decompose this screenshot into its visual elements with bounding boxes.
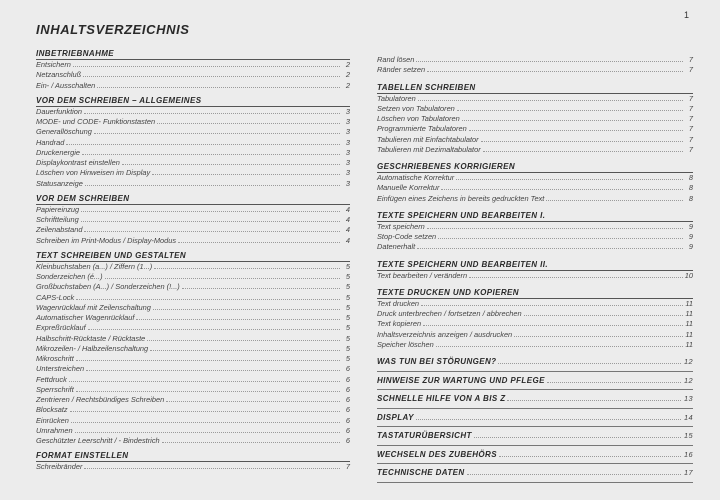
toc-section (377, 211, 693, 253)
dot-leader (157, 117, 340, 124)
dot-leader (153, 303, 340, 310)
toc-entry (36, 375, 350, 385)
toc-entry-page: 6 (345, 374, 350, 384)
dot-leader (436, 340, 683, 347)
toc-headline-entry (377, 390, 693, 409)
dot-leader (81, 205, 340, 212)
toc-entry-page: 7 (688, 134, 693, 144)
toc-entry-page: 9 (688, 242, 693, 252)
dot-leader (467, 468, 681, 475)
toc-entry-page: 3 (345, 168, 350, 178)
dot-leader (182, 282, 340, 289)
toc-entry-label: CAPS-Lock (36, 292, 75, 302)
toc-entry-label: Blocksatz (36, 405, 68, 415)
toc-entry (377, 124, 693, 134)
dot-leader (416, 55, 683, 62)
toc-entry-page: 4 (345, 225, 350, 235)
toc-entry-page: 11 (685, 309, 693, 318)
toc-entry-label: Tabulieren mit Dezimaltabulator (377, 144, 481, 154)
dot-leader (84, 462, 340, 469)
dot-leader (481, 135, 683, 142)
toc-entry-page: 3 (345, 178, 350, 188)
toc-entry-label: Generallöschung (36, 127, 92, 137)
dot-leader (498, 357, 681, 364)
toc-entry (36, 225, 350, 235)
dot-leader (507, 394, 681, 401)
page-number: 1 (684, 10, 690, 20)
dot-leader (427, 65, 683, 72)
toc-entry-label: Druckenergie (36, 147, 80, 157)
toc-headline-entry (377, 446, 693, 465)
dot-leader (82, 148, 340, 155)
toc-entry (36, 117, 350, 127)
toc-entry-label: Druck unterbrechen / fortsetzen / abbrechen (377, 309, 522, 318)
toc-entry (36, 168, 350, 178)
toc-entry-label: Sonderzeichen (é...) (36, 272, 103, 281)
toc-entry-page: 11 (685, 339, 693, 349)
toc-entry-page: 7 (688, 93, 693, 103)
toc-entry-page: 5 (345, 272, 350, 281)
dot-leader (456, 173, 683, 180)
toc-entry-page: 11 (685, 298, 693, 308)
toc-entry-page: 4 (345, 204, 350, 214)
section-heading: GESCHRIEBENES KORRIGIEREN (377, 162, 693, 173)
toc-entry-label: Expreßrücklauf (36, 323, 86, 333)
dot-leader (483, 145, 683, 152)
toc-entry-label: Setzen von Tabulatoren (377, 103, 455, 113)
toc-entry-label: Rand lösen (377, 55, 415, 64)
toc-entry-label: Löschen von Hinweisen im Display (36, 168, 151, 178)
toc-section (36, 96, 350, 189)
dot-leader (416, 413, 681, 420)
toc-entry-page: 7 (688, 65, 693, 75)
toc-entry (36, 282, 350, 292)
toc-section (36, 194, 350, 246)
toc-section (377, 260, 693, 281)
toc-entry-page: 5 (345, 313, 350, 322)
toc-section (377, 288, 693, 350)
toc-entry (36, 344, 350, 354)
dot-leader (105, 272, 340, 279)
toc-entry-page: 3 (345, 137, 350, 147)
toc-entry-label: Halbschritt-Rücktaste / Rücktaste (36, 333, 146, 343)
toc-section (377, 83, 693, 156)
toc-entry-page: 4 (345, 235, 350, 245)
dot-leader (70, 405, 340, 412)
dot-leader (86, 364, 340, 371)
toc-entry-label: Zentrieren / Rechtsbündiges Schreiben (36, 395, 165, 404)
toc-entry (36, 405, 350, 415)
toc-entry-page: 5 (345, 343, 350, 353)
toc-headline-page: 16 (683, 449, 693, 459)
dot-leader (438, 232, 683, 239)
toc-entry-page: 5 (345, 261, 350, 271)
toc-entry-page: 10 (684, 270, 693, 280)
section-heading: TABELLEN SCHREIBEN (377, 83, 693, 94)
toc-entry-label: Text kopieren (377, 319, 422, 329)
section-heading: TEXT SCHREIBEN UND GESTALTEN (36, 251, 350, 262)
toc-entry (377, 104, 693, 114)
dot-leader (69, 375, 340, 382)
toc-continuation (377, 55, 693, 76)
toc-entry-label: Tabulieren mit Einfachtabulator (377, 134, 479, 144)
toc-entry-label: Umrahmen (36, 425, 73, 435)
toc-entry-page: 5 (345, 302, 350, 312)
toc-entry (36, 364, 350, 374)
toc-entry (377, 309, 693, 319)
toc-entry-label: Mikroschritt (36, 354, 74, 363)
toc-entry-page: 5 (345, 323, 350, 333)
toc-entry-page: 7 (688, 124, 693, 134)
toc-entry-label: Kleinbuchstaben (a...) / Ziffern (1...) (36, 261, 153, 271)
toc-entry-page: 3 (345, 127, 350, 137)
section-heading: FORMAT EINSTELLEN (36, 451, 350, 462)
dot-leader (94, 127, 340, 134)
toc-entry-page: 3 (345, 117, 350, 126)
toc-entry-label: Text speichern (377, 221, 425, 231)
dot-leader (76, 354, 340, 361)
toc-entry (36, 148, 350, 158)
toc-entry-label: Geschützter Leerschritt / - Bindestrich (36, 436, 160, 445)
toc-entry-label: Ein- / Ausschalten (36, 80, 96, 90)
toc-entry-label: Schreibränder (36, 462, 83, 472)
toc-entry (36, 272, 350, 282)
toc-entry (36, 313, 350, 323)
headline-entries (377, 353, 693, 483)
toc-entry-page: 6 (345, 425, 350, 435)
toc-entry (36, 334, 350, 344)
dot-leader (122, 158, 340, 165)
dot-leader (85, 179, 340, 186)
toc-entry-page: 8 (688, 183, 693, 193)
toc-entry (36, 303, 350, 313)
dot-leader (88, 323, 340, 330)
toc-entry (377, 114, 693, 124)
dot-leader (469, 271, 683, 278)
dot-leader (71, 416, 340, 423)
toc-headline-page: 14 (683, 412, 693, 422)
toc-entry-label: Mikrozeilen- / Halbzeilenschaltung (36, 343, 149, 353)
toc-entry (36, 107, 350, 117)
toc-entry (377, 183, 693, 193)
dot-leader (417, 242, 683, 249)
toc-entry (36, 127, 350, 137)
toc-entry-label: Inhaltsverzeichnis anzeigen / ausdrucken (377, 329, 513, 339)
toc-entry (36, 158, 350, 168)
toc-left-column (36, 44, 350, 473)
toc-entry-label: Einfügen eines Zeichens in bereits gedruckten Text (377, 193, 545, 203)
toc-headline-page: 12 (683, 375, 693, 385)
toc-entry (377, 145, 693, 155)
toc-entry-label: Netzanschluß (36, 70, 82, 80)
toc-entry-page: 6 (345, 384, 350, 394)
dot-leader (75, 426, 340, 433)
dot-leader (97, 81, 340, 88)
dot-leader (178, 236, 340, 243)
toc-entry-page: 9 (688, 232, 693, 241)
section-heading: INBETRIEBNAHME (36, 49, 350, 60)
toc-entry-label: Entsichern (36, 60, 71, 69)
toc-headline-label: TASTATURÜBERSICHT (377, 431, 472, 440)
toc-entry-label: Wagenrücklauf mit Zeilenschaltung (36, 302, 151, 312)
toc-entry (36, 179, 350, 189)
dot-leader (66, 138, 340, 145)
dot-leader (150, 344, 340, 351)
toc-headline-label: WAS TUN BEI STÖRUNGEN? (377, 357, 497, 366)
toc-entry-page: 9 (688, 221, 693, 231)
dot-leader (84, 107, 340, 114)
toc-entry (36, 462, 350, 472)
toc-entry-page: 8 (688, 173, 693, 182)
toc-entry (377, 242, 693, 252)
toc-entry-page: 5 (345, 292, 350, 302)
toc-right-column (377, 44, 693, 483)
toc-entry-page: 7 (688, 103, 693, 113)
dot-leader (499, 450, 681, 457)
toc-entry (377, 173, 693, 183)
toc-entry (36, 60, 350, 70)
toc-entry-page: 5 (345, 333, 350, 343)
toc-headline-entry (377, 427, 693, 446)
toc-entry (377, 222, 693, 232)
dot-leader (514, 330, 683, 337)
toc-entry-label: Ränder setzen (377, 65, 426, 75)
toc-entry-label: Sperrschrift (36, 384, 74, 394)
toc-headline-page: 15 (683, 431, 693, 440)
toc-entry-page: 7 (688, 144, 693, 154)
toc-entry (36, 323, 350, 333)
toc-entry-label: Automatischer Wagenrücklauf (36, 313, 135, 322)
toc-entry-page: 2 (345, 60, 350, 69)
toc-entry (377, 232, 693, 242)
toc-entry-page: 6 (345, 405, 350, 415)
toc-headline-label: TECHNISCHE DATEN (377, 468, 465, 477)
toc-entry-page: 6 (345, 395, 350, 404)
toc-entry-label: Displaykontrast einstellen (36, 158, 120, 167)
toc-entry-label: Unterstreichen (36, 364, 85, 374)
toc-entry-label: Tabulatoren (377, 93, 416, 103)
toc-entry-page: 2 (345, 80, 350, 90)
toc-entry (36, 293, 350, 303)
dot-leader (81, 215, 340, 222)
dot-leader (166, 395, 340, 402)
toc-entry (377, 271, 693, 281)
toc-headline-label: HINWEISE ZUR WARTUNG UND PFLEGE (377, 375, 545, 385)
section-heading: TEXTE SPEICHERN UND BEARBEITEN II. (377, 260, 693, 271)
toc-entry-page: 4 (345, 215, 350, 224)
toc-entry-page: 11 (685, 319, 693, 329)
page-title: INHALTSVERZEICHNIS (36, 22, 190, 37)
dot-leader (76, 385, 340, 392)
toc-section (36, 49, 350, 91)
toc-entry (36, 416, 350, 426)
toc-entry-page: 6 (345, 436, 350, 445)
toc-entry-label: Speicher löschen (377, 339, 434, 349)
toc-entry-label: Einrücken (36, 415, 69, 425)
toc-entry (377, 135, 693, 145)
toc-entry-label: Fettdruck (36, 374, 67, 384)
toc-entry-page: 5 (345, 354, 350, 363)
toc-entry-label: MODE- und CODE- Funktionstasten (36, 117, 156, 126)
toc-entry-page: 3 (345, 147, 350, 157)
toc-entry-label: Dauerfunktion (36, 106, 83, 116)
toc-entry-label: Manuelle Korrektur (377, 183, 440, 193)
toc-entry-page: 6 (345, 415, 350, 425)
dot-leader (441, 183, 683, 190)
dot-leader (418, 94, 683, 101)
toc-entry-label: Papiereinzug (36, 204, 80, 214)
dot-leader (154, 262, 340, 269)
dot-leader (83, 70, 340, 77)
dot-leader (546, 194, 683, 201)
dot-leader (162, 436, 340, 443)
section-heading: TEXTE SPEICHERN UND BEARBEITEN I. (377, 211, 693, 222)
toc-entry-label: Text drucken (377, 298, 420, 308)
section-heading: VOR DEM SCHREIBEN – ALLGEMEINES (36, 96, 350, 107)
toc-headline-entry (377, 372, 693, 391)
toc-headline-label: DISPLAY (377, 412, 414, 422)
toc-entry (36, 236, 350, 246)
toc-entry (36, 426, 350, 436)
toc-entry (377, 194, 693, 204)
toc-headline-page: 13 (683, 394, 693, 403)
toc-headline-label: WECHSELN DES ZUBEHÖRS (377, 449, 497, 459)
toc-entry-page: 3 (345, 106, 350, 116)
toc-section (36, 451, 350, 472)
toc-entry-label: Zeilenabstand (36, 225, 83, 235)
toc-entry (377, 340, 693, 350)
toc-entry-label: Stop-Code setzen (377, 232, 437, 241)
toc-headline-entry (377, 464, 693, 483)
toc-entry (36, 436, 350, 446)
toc-headline-entry (377, 353, 693, 372)
dot-leader (73, 60, 340, 67)
toc-entry (36, 70, 350, 80)
toc-entry-page: 7 (345, 462, 350, 472)
toc-entry-label: Großbuchstaben (A...) / Sonderzeichen (!...) (36, 282, 180, 292)
dot-leader (427, 222, 683, 229)
toc-entry-page: 2 (345, 70, 350, 80)
toc-entry (36, 138, 350, 148)
toc-entry-label: Text bearbeiten / verändern (377, 270, 468, 280)
toc-entry-label: Schriftteilung (36, 215, 79, 224)
toc-entry (36, 81, 350, 91)
toc-headline-label: SCHNELLE HILFE VON A BIS Z (377, 394, 506, 403)
toc-entry-page: 7 (688, 114, 693, 123)
dot-leader (421, 299, 683, 306)
toc-entry-label: Statusanzeige (36, 178, 83, 188)
section-heading: VOR DEM SCHREIBEN (36, 194, 350, 205)
dot-leader (462, 114, 683, 121)
dot-leader (147, 334, 340, 341)
toc-entry (377, 65, 693, 75)
dot-leader (423, 319, 683, 326)
toc-section (36, 251, 350, 447)
toc-entry-page: 7 (688, 55, 693, 64)
dot-leader (547, 376, 681, 383)
toc-headline-page: 12 (683, 357, 693, 366)
dot-leader (152, 168, 340, 175)
toc-entry (377, 299, 693, 309)
toc-entry-page: 5 (345, 282, 350, 292)
toc-entry (377, 319, 693, 329)
dot-leader (76, 293, 340, 300)
section-heading: TEXTE DRUCKEN UND KOPIEREN (377, 288, 693, 299)
toc-headline-entry (377, 409, 693, 428)
toc-section (377, 162, 693, 204)
toc-entry (36, 354, 350, 364)
toc-entry (36, 262, 350, 272)
dot-leader (474, 431, 681, 438)
dot-leader (469, 124, 683, 131)
toc-entry-label: Handrad (36, 137, 65, 147)
toc-entry (36, 385, 350, 395)
toc-entry-page: 11 (685, 329, 693, 339)
dot-leader (457, 104, 683, 111)
toc-entry (377, 55, 693, 65)
dot-leader (524, 309, 683, 316)
toc-entry (377, 330, 693, 340)
toc-entry-label: Datenerhalt (377, 242, 416, 252)
toc-entry-label: Löschen von Tabulatoren (377, 114, 460, 123)
toc-entry (36, 215, 350, 225)
toc-entry-label: Programmierte Tabulatoren (377, 124, 467, 134)
toc-entry (36, 205, 350, 215)
toc-entry-page: 6 (345, 364, 350, 374)
toc-entry-label: Automatische Korrektur (377, 173, 455, 182)
toc-entry-label: Schreiben im Print-Modus / Display-Modus (36, 235, 177, 245)
toc-entry-page: 3 (345, 158, 350, 167)
toc-entry (377, 94, 693, 104)
toc-entry-page: 8 (688, 193, 693, 203)
toc-entry (36, 395, 350, 405)
toc-headline-page: 17 (683, 468, 693, 477)
dot-leader (136, 313, 340, 320)
dot-leader (84, 225, 340, 232)
